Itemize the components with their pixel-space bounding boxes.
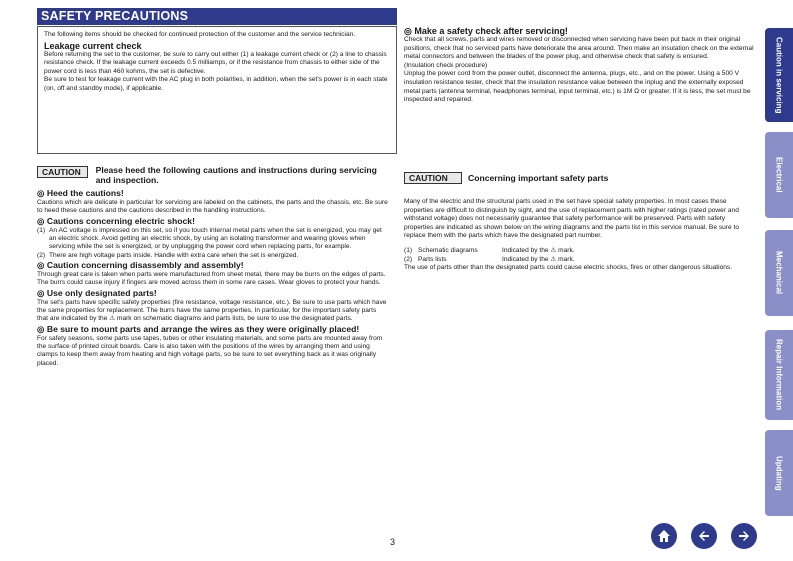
safety-parts-warning: The use of parts other than the designated parts could cause electric shocks, fires or other dangerous situations. [404, 264, 733, 272]
home-button[interactable] [651, 523, 677, 549]
tab-repair-information[interactable] [765, 330, 793, 420]
tab-electrical[interactable] [765, 132, 793, 218]
safety-check-heading: ◎ Make a safety check after servicing! [404, 26, 568, 36]
arrow-left-icon [696, 528, 712, 544]
list-item [37, 252, 389, 260]
safety-parts-heading: Concerning important safety parts [468, 172, 609, 183]
caution-tag: CAUTION [404, 172, 462, 184]
tab-updating[interactable] [765, 430, 793, 516]
disassembly-text: Through great care is taken when parts were manufactured from sheet metal, there may be burrs on the edges of parts. The burrs could cause injury if fingers are moved across them in some rare cases. Wear gloves to protect your hands. [37, 271, 386, 287]
tab-label: Caution in servicing [774, 36, 784, 114]
list-label: Schematic diagrams [418, 246, 478, 254]
tab-mechanical[interactable] [765, 230, 793, 316]
electric-shock-text-1: An AC voltage is impressed on this set, so if you touch internal metal parts when the set is energized, you may get an electric shock. Avoid getting an electric shock, by using an isolating transformer and wearing gloves when servicing while the set is energized, or by unplugging the power cord when replacing parts, for example. [49, 226, 382, 251]
tab-label: Repair Information [774, 339, 784, 411]
safety-parts-text: Many of the electric and the structural parts used in the set have special safety properties. In most cases these properties are difficult to distinguish by sight, and the use of replacement parts with higher ratings (rated power and withstand voltage) does not necessarily guarantee that safety performance will be preserved. Parts with safety properties are indicated as shown below on the wiring diagrams and the parts list in this service manual. Be sure to replace them with the parts which have the designated part number. [404, 198, 739, 240]
list-number: (1) [404, 246, 413, 254]
insulation-procedure-text: Unplug the power cord from the power outlet, disconnect the antenna, plugs, etc., and on the power. Using a 500 V insulation resistance tester, check that the insulation resistance value between the inplug and the externally exposed metal parts (antenna terminal, headphones terminal, input terminal, etc.) is 1M Ω or greater. If it is less, the set must be inspected and repaired. [404, 70, 751, 104]
forward-button[interactable] [731, 523, 757, 549]
mount-parts-heading: ◎ Be sure to mount parts and arrange the wires as they were originally placed! [37, 323, 360, 334]
back-button[interactable] [691, 523, 717, 549]
list-number: (1) [37, 226, 46, 234]
safety-check-section [404, 26, 756, 105]
list-item [404, 256, 756, 265]
electric-shock-text-2: There are high voltage parts inside. Handle with extra care when the set is energized. [49, 251, 299, 259]
list-text: Indicated by the ⚠ mark. [502, 255, 575, 263]
intro-text: The following items should be checked for continued protection of the customer and the service technician. [44, 31, 356, 38]
page-number: 3 [390, 537, 396, 547]
leakage-heading: Leakage current check [44, 40, 142, 51]
mount-parts-text: For safety seasons, some parts use tapes, tubes or other insulating materials, and some parts are mounted away from the surface of printed circuit boards. Care is also taken with the positions of the wires by arranging them and using clamps to keep them away from heating and high voltage parts, so be sure to set everything back as it was originally placed. [37, 334, 383, 367]
list-label: Parts lists [418, 255, 447, 263]
caution-tag: CAUTION [37, 166, 88, 178]
page-title: SAFETY PRECAUTIONS [37, 8, 397, 24]
leakage-text: Before returning the set to the customer, be sure to carry out either (1) a leakage current check or (2) a line to chassis resistance check. If the leakage current exceeds 0.5 milliamps, or if the resistance from chassis to either side of the power cord is less than 460 kohms, the set is defective. [44, 50, 387, 75]
electric-shock-heading: ◎ Cautions concerning electric shock! [37, 215, 195, 226]
list-text: Indicated by the ⚠ mark. [502, 246, 575, 254]
designated-parts-heading: ◎ Use only designated parts! [37, 287, 157, 298]
list-item [404, 247, 756, 256]
home-icon [656, 528, 672, 544]
tab-label: Updating [774, 455, 784, 491]
tab-label: Electrical [774, 157, 784, 193]
heed-cautions-heading: ◎ Heed the cautions! [37, 188, 124, 199]
safety-parts-section [404, 172, 756, 279]
insulation-procedure-label: (Insulation check procedure) [404, 61, 488, 69]
designated-parts-text: The set's parts have specific safety properties (fire resistance, voltage resistance, etc.). Be sure to use parts which have the same properties for replacement. The burrs have the same properties. In particular, for the important safety parts that are indicated by the ⚠ mark on schematic diagrams and parts lists, be sure to use the designated parts. [37, 298, 387, 323]
leakage-box [37, 26, 397, 154]
list-item [37, 227, 389, 252]
tab-label: Mechanical [774, 251, 784, 295]
disassembly-heading: ◎ Caution concerning disassembly and assembly! [37, 260, 244, 271]
safety-check-text: Check that all screws, parts and wires removed or disconnected when servicing have been put back in their original positions, check that no serviced parts have deteriorate the area around. Then make an insulation check on the external metal connectors and between the blades of the power plug, and otherwise check that safety is ensured. [404, 36, 754, 61]
heed-cautions-text: Cautions which are delicate in particular for servicing are labeled on the cabinets, the parts and the chassis, etc. Be sure to heed these cautions and the cautions described in the handling instructions. [37, 198, 388, 215]
caution-servicing-section [37, 166, 389, 368]
leakage-text-2: Be sure to test for leakage current with the AC plug in both polarities, in addition, when the set's power is in each state (on, off and standby mode), if applicable. [44, 76, 388, 92]
title-divider [37, 24, 397, 25]
list-number: (2) [404, 255, 413, 263]
arrow-right-icon [736, 528, 752, 544]
tab-caution-in-servicing[interactable] [765, 28, 793, 122]
list-number: (2) [37, 251, 46, 259]
side-tabs [765, 0, 793, 561]
caution-servicing-heading: Please heed the following cautions and instructions during servicing and inspection. [95, 165, 377, 185]
